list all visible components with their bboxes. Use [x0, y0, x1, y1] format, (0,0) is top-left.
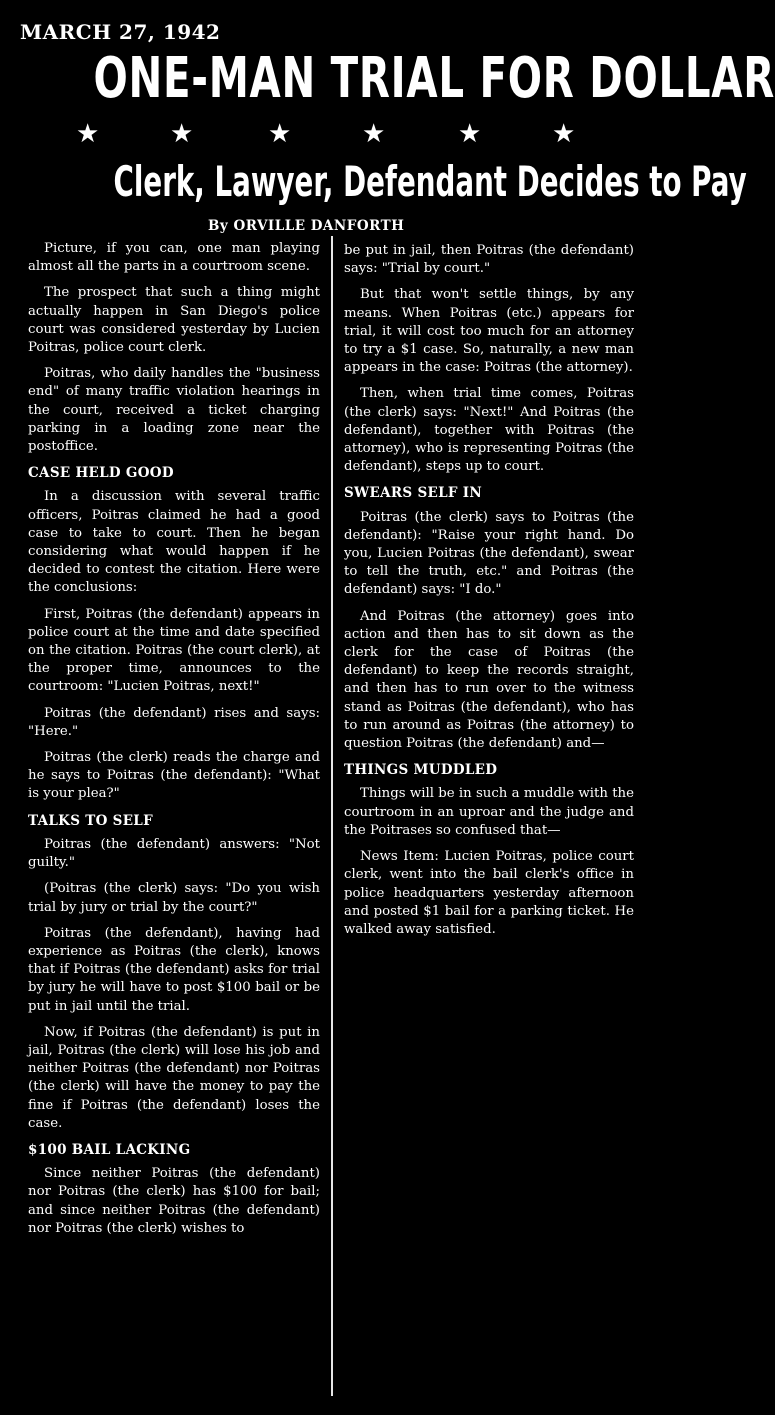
subheadline: Clerk, Lawyer, Defendant Decides to Pay [113, 157, 747, 206]
paragraph: Now, if Poitras (the defendant) is put in jail, Poitras (the clerk) will lose his job and neither Poitras (the defendant) nor Poitras (the clerk) will have the money to pay the fine if Poitras (the defendant) loses the case. [28, 1024, 320, 1131]
headline: ONE-MAN TRIAL FOR DOLLAR [93, 46, 775, 111]
section-heading: $100 BAIL LACKING [28, 1141, 191, 1158]
paragraph: Since neither Poitras (the defendant) nor Poitras (the clerk) has $100 for bail; and since neither Poitras (the defendant) nor Poitras (the clerk) wishes to [28, 1166, 320, 1236]
paragraph: News Item: Lucien Poitras, police court clerk, went into the bail clerk's office in police headquarters yesterday afternoon and posted $1 bail for a parking ticket. He walked away satisfied. [344, 849, 634, 937]
star-icon: ★ [552, 119, 576, 149]
star-icon: ★ [170, 119, 194, 149]
paragraph: But that won't settle things, by any means. When Poitras (etc.) appears for trial, it will cost too much for an attorney to try a $1 case. So, naturally, a new man appears in the case: Poitras (the attorney). [344, 287, 634, 376]
section-heading: TALKS TO SELF [28, 812, 153, 829]
byline: By ORVILLE DANFORTH [208, 218, 405, 234]
paragraph: In a discussion with several traffic officers, Poitras claimed he had a good case to take to court. Then he began considering what would happen if he decided to contest the citation. Here were the conclusions: [28, 489, 320, 596]
paragraph: Poitras (the defendant), having had experience as Poitras (the clerk), knows that if Poitras (the defendant) asks for trial by jury he will have to post $100 bail or be put in jail until the trial. [28, 925, 320, 1014]
left-column [28, 240, 320, 1246]
paragraph: Poitras (the defendant) rises and says: "Here." [28, 705, 320, 739]
paragraph: Poitras (the clerk) says to Poitras (the defendant): "Raise your right hand. Do you, Lucien Poitras (the defendant), swear to tell the truth, etc." and Poitras (the defendant) says: "I do." [344, 509, 634, 598]
paragraph: be put in jail, then Poitras (the defendant) says: "Trial by court." [344, 243, 634, 277]
paragraph: (Poitras (the clerk) says: "Do you wish trial by jury or trial by the court?" [28, 881, 320, 915]
paragraph: The prospect that such a thing might actually happen in San Diego's police court was considered yesterday by Lucien Poitras, police court clerk. [28, 285, 320, 356]
paragraph: Then, when trial time comes, Poitras (the clerk) says: "Next!" And Poitras (the defendant), together with Poitras (the attorney), who is representing Poitras (the defendant), steps up to court. [344, 386, 634, 475]
paragraph: Picture, if you can, one man playing almost all the parts in a courtroom scene. [28, 241, 320, 275]
paragraph: Poitras, who daily handles the "business end" of many traffic violation hearings in the court, received a ticket charging parking in a loading zone near the postoffice. [28, 366, 320, 455]
star-icon: ★ [362, 119, 386, 149]
right-column [344, 242, 634, 947]
column-divider [331, 236, 333, 1396]
star-icon: ★ [268, 119, 292, 149]
paragraph: Poitras (the clerk) reads the charge and he says to Poitras (the defendant): "What is your plea?" [28, 750, 320, 802]
dateline: MARCH 27, 1942 [20, 20, 221, 44]
star-row [0, 118, 668, 150]
paragraph: First, Poitras (the defendant) appears in police court at the time and date specified on the citation. Poitras (the court clerk), at the proper time, announces to the courtroom: "Lucien Poitras, next!" [28, 606, 320, 695]
star-icon: ★ [458, 119, 482, 149]
paragraph: And Poitras (the attorney) goes into action and then has to sit down as the clerk for the case of Poitras (the defendant) to keep the records straight, and then has to run over to the witness stand as Poitras (the defendant), who has to run around as Poitras (the attorney) to question Poitras (the defendant) and— [344, 608, 634, 752]
paragraph: Things will be in such a muddle with the courtroom in an uproar and the judge and the Poitrases so confused that— [344, 786, 634, 838]
section-heading: CASE HELD GOOD [28, 465, 174, 482]
paragraph: Poitras (the defendant) answers: "Not guilty." [28, 836, 320, 871]
star-icon: ★ [76, 119, 100, 149]
section-heading: THINGS MUDDLED [344, 762, 498, 779]
section-heading: SWEARS SELF IN [344, 485, 483, 502]
